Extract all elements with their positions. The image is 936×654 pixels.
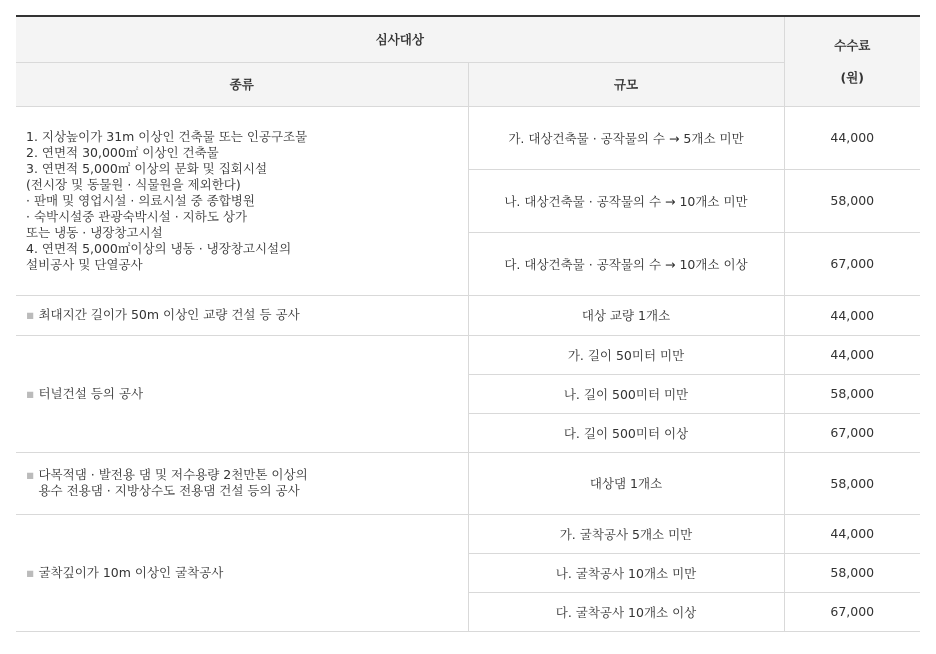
header-fee-unit: (원) — [840, 70, 864, 86]
type-cell-bridge — [16, 295, 468, 335]
bullet-icon: ▪ — [26, 467, 35, 482]
type-cell-buildings: 1. 지상높이가 31m 이상인 건축물 또는 인공구조물 2. 연면적 30,000㎡ 이상인 건축물 3. 연면적 5,000㎡ 이상의 문화 및 집회시설 (전시장 및 동물원 · 식물원을 제외한다) · 판매 및 영업시설 · 의료시설 중 종합병원 · 숙박시설중 관광숙박시설 · 지하도 상가 또는 냉동 · 냉장창고시설 4. 연면적 5,000㎡이상의 냉동 · 냉장창고시설의 설비공사 및 단열공사 — [16, 106, 468, 295]
scale-cell: 나. 길이 500미터 미만 — [468, 374, 784, 413]
type-cell-tunnel — [16, 335, 468, 452]
table-row — [16, 335, 920, 374]
fee-cell: 44,000 — [784, 514, 920, 553]
type-label: 다목적댐 · 발전용 댐 및 저수용량 2천만톤 이상의 용수 전용댐 · 지방상수도 전용댐 건설 등의 공사 — [38, 467, 308, 498]
fee-table-container — [16, 15, 920, 632]
bullet-icon: ▪ — [26, 385, 35, 401]
fee-cell: 44,000 — [784, 335, 920, 374]
scale-cell: 대상 교량 1개소 — [468, 295, 784, 335]
scale-cell: 다. 굴착공사 10개소 이상 — [468, 592, 784, 631]
fee-cell: 67,000 — [784, 413, 920, 452]
bullet-icon: ▪ — [26, 307, 35, 322]
fee-table — [16, 15, 920, 632]
fee-cell: 58,000 — [784, 374, 920, 413]
type-label: 터널건설 등의 공사 — [38, 385, 144, 401]
scale-cell: 대상댐 1개소 — [468, 452, 784, 514]
scale-cell: 가. 대상건축물 · 공작물의 수 → 5개소 미만 — [468, 106, 784, 169]
fee-cell: 58,000 — [784, 452, 920, 514]
header-fee-label: 수수료 — [834, 38, 871, 54]
scale-cell: 다. 길이 500미터 이상 — [468, 413, 784, 452]
type-label: 최대지간 길이가 50m 이상인 교량 건설 등 공사 — [38, 307, 300, 322]
fee-cell: 44,000 — [784, 295, 920, 335]
table-row — [16, 106, 920, 169]
scale-cell: 다. 대상건축물 · 공작물의 수 → 10개소 이상 — [468, 232, 784, 295]
table-row — [16, 452, 920, 514]
type-label: 굴착깊이가 10m 이상인 굴착공사 — [38, 564, 224, 580]
scale-cell: 나. 굴착공사 10개소 미만 — [468, 553, 784, 592]
fee-cell: 58,000 — [784, 169, 920, 232]
scale-cell: 가. 길이 50미터 미만 — [468, 335, 784, 374]
type-cell-excavation — [16, 514, 468, 631]
table-row — [16, 295, 920, 335]
header-type: 종류 — [16, 62, 468, 106]
type-cell-dam — [16, 452, 468, 514]
scale-cell: 나. 대상건축물 · 공작물의 수 → 10개소 미만 — [468, 169, 784, 232]
header-fee — [784, 16, 920, 106]
scale-cell: 가. 굴착공사 5개소 미만 — [468, 514, 784, 553]
bullet-icon: ▪ — [26, 564, 35, 580]
fee-cell: 67,000 — [784, 592, 920, 631]
fee-cell: 44,000 — [784, 106, 920, 169]
fee-cell: 67,000 — [784, 232, 920, 295]
fee-cell: 58,000 — [784, 553, 920, 592]
table-row — [16, 514, 920, 553]
header-review-target: 심사대상 — [16, 16, 784, 62]
header-scale: 규모 — [468, 62, 784, 106]
